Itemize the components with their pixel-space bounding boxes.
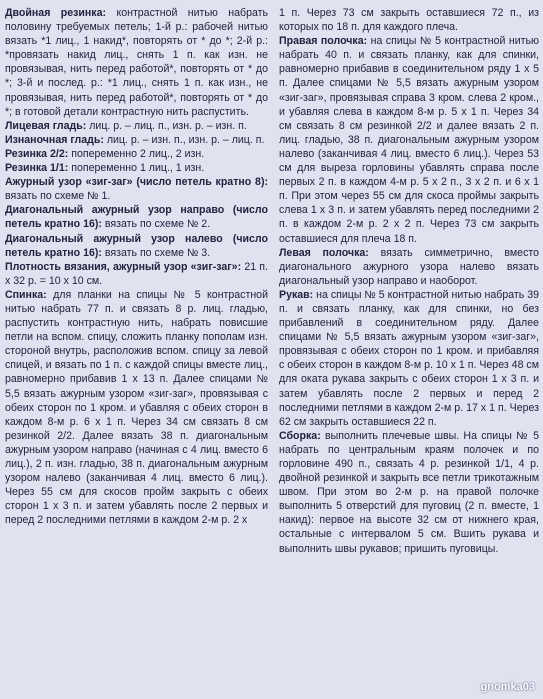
- body-text: вязать по схеме № 3.: [101, 246, 211, 259]
- paragraph-gauge: [5, 260, 268, 288]
- paragraph-back-continued: [279, 6, 539, 34]
- heading: Спинка:: [5, 288, 47, 301]
- heading: Двойная резинка:: [5, 7, 107, 19]
- paragraph-diagonal-left: [5, 232, 268, 260]
- paragraph-double-rib: [5, 6, 268, 119]
- body-text: на спицы № 5 контрастной нитью набрать 40 п. и связать планку, как для спинки, равномерно прибавив в соединительном ряду 1 х 5 п. Далее спицами № 5,5 вязать ажурным узором «зиг-заг», провязывая справа 3 кром. слева 2 кром., и убавляя слева в каждом 8-м р. 5 х 1 п. Через 34 см связать 8 см резинкой 2/2 и далее вязать 2 п. лиц. гладью, 38 п. диагональным ажурным узором налево (заканчивая 4 лиц. вместо 6 лиц.). Через 53 см для выреза горловины убавлять справа после первых 2 п. в каждом 4-м р. 5 х 2 п., 3 х 2 п. и 6 х 1 п. При этом через 55 см для скоса проймы закрыть слева 1 х 3 п. и затем убавлять перед последними 2 п. в каждом 2-м р. 2 х 2 п. Через 73 см закрыть оставшиеся для плеча 18 п.: [279, 35, 539, 245]
- paragraph-rib-1x1: [5, 161, 268, 175]
- heading: Рукав:: [279, 288, 314, 301]
- heading: Диагональный ажурный узор направо (число петель кратно 16):: [5, 204, 268, 231]
- heading: Изнаночная гладь:: [5, 133, 104, 146]
- left-column: [5, 6, 268, 527]
- heading: Сборка:: [279, 429, 321, 442]
- paragraph-rib-2x2: [5, 147, 268, 161]
- right-column: [279, 6, 539, 556]
- body-text: вязать симметрично, вместо диагонального ажурного узора налево вязать диагональный узор направо и наоборот.: [279, 246, 539, 287]
- body-text: лиц. р. – лиц. п., изн. р. – изн. п.: [86, 119, 247, 132]
- heading: Ажурный узор «зиг-заг» (число петель кратно 8):: [5, 176, 268, 189]
- paragraph-right-front: [279, 34, 539, 245]
- body-text: для планки на спицы № 5 контрастной нитью набрать 77 п. и связать 8 р. лиц. гладью, распустить контрастную нить, набрать повисшие петли на вспом. спицу, сложить планку пополам изн. стороной внутрь, расположив вспом. спицу за левой спицей, и вязать по 1 п. с каждой спицы вместе лиц., равномерно прибавив 1 х 13 п. Далее спицами № 5,5 вязать ажурным узором «зиг-заг», провязывая с обеих сторон по 1 кром. и убавляя с обеих сторон в каждом 8-м р. 6 х 1 п. Через 34 см связать 8 см резинкой 2/2. Далее вязать 38 п. диагональным ажурным узором направо (начиная с 4 лиц. вместо 6 лиц.), 2 п. изн. гладью, 38 п. диагональным ажурным узором налево (заканчивая 4 лиц. вместо 6 лиц.). Через 55 см для скосов пройм закрыть с обеих сторон 1 х 3 п. и затем убавлять после 2 первых и перед 2 последними петлями в каждом 2-м р. 2 х: [5, 288, 268, 527]
- paragraph-zigzag-lace: [5, 175, 268, 203]
- paragraph-left-front: [279, 246, 539, 288]
- body-text: лиц. р. – изн. п., изн. р. – лиц. п.: [103, 133, 265, 146]
- body-text: 1 п. Через 73 см закрыть оставшиеся 72 п., из которых по 18 п. для каждого плеча.: [279, 7, 539, 34]
- heading: Правая полочка:: [279, 35, 368, 48]
- body-text: попеременно 1 лиц., 1 изн.: [68, 162, 205, 175]
- heading: Плотность вязания, ажурный узор «зиг-заг»:: [5, 260, 242, 273]
- body-text: контрастной нитью набрать половину требуемых петель; 1-й р.: рабочей нитью вязать *1 лиц., 1 накид*, повторять от * до *; 2-й р.: *провязать накид лиц., снять 1 п. как изн. не провязывая, нить перед работой*, повторять от * до *; 3-й и послед. р.: *1 лиц., снять 1 п. как изн., не провязывая, нить перед работой*, повторять от * до *; в готовой детали контрастную нить распустить.: [5, 7, 268, 118]
- body-text: выполнить плечевые швы. На спицы № 5 набрать по центральным краям полочек и по горловине 490 п., связать 4 р. резинкой 1/1, 4 р. двойной резинкой и закрыть все петли трикотажным швом. При этом во 2-м р. на правой полочке выполнить 5 отверстий для пуговиц (2 п. вместе, 1 накид): первое на высоте 32 см от нижнего края, остальные с интервалом 5 см. Вшить рукава и выполнить швы рукавов; пришить пуговицы.: [279, 429, 539, 555]
- heading: Лицевая гладь:: [5, 119, 87, 132]
- body-text: попеременно 2 лиц., 2 изн.: [68, 147, 205, 160]
- paragraph-assembly: [279, 429, 539, 556]
- paragraph-stockinette: [5, 119, 268, 133]
- paragraph-sleeve: [279, 288, 539, 429]
- heading: Левая полочка:: [279, 246, 369, 259]
- heading: Резинка 1/1:: [5, 162, 69, 175]
- paragraph-back: [5, 288, 268, 528]
- body-text: вязать по схеме № 1.: [5, 190, 111, 203]
- paragraph-diagonal-right: [5, 203, 268, 231]
- paragraph-reverse-stockinette: [5, 133, 268, 147]
- heading: Диагональный ажурный узор налево (число петель кратно 16):: [5, 232, 268, 259]
- watermark: gnomka03: [480, 681, 535, 693]
- heading: Резинка 2/2:: [5, 147, 69, 160]
- body-text: вязать по схеме № 2.: [101, 218, 211, 231]
- body-text: на спицы № 5 контрастной нитью набрать 39 п. и связать планку, как для спинки, но без прибавлений в соединительном ряду. Далее спицами № 5,5 вязать ажурным узором «зиг-заг», провязывая с обеих сторон по 1 кром. и прибавляя с обеих сторон в каждом 8-м р. 10 х 1 п. Через 48 см для оката рукава закрыть с обеих сторон 1 х 3 п. и затем убавлять после 2 первых и перед 2 последними петлями в каждом 2-м р. 17 х 1 п. Через 62 см закрыть оставшиеся 22 п.: [279, 288, 539, 428]
- body-text: 21 п. х 32 р. = 10 х 10 см.: [5, 260, 268, 287]
